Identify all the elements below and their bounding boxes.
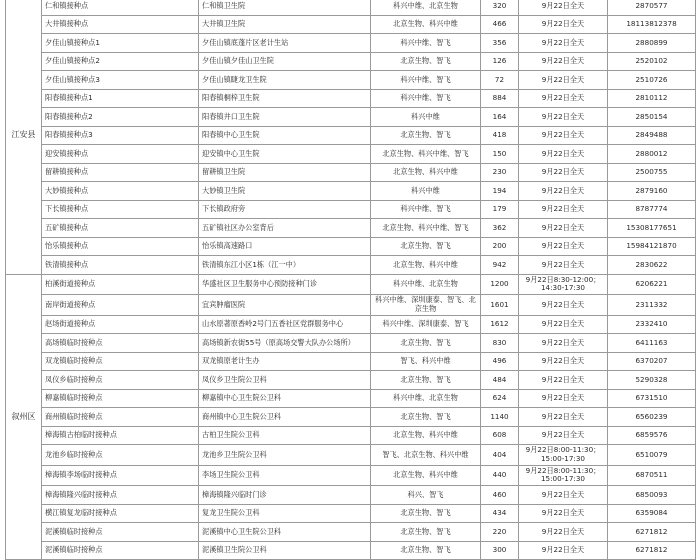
site-name-cell: 横江镇复龙临时接种点 [42,504,199,523]
doses-cell: 434 [481,504,519,523]
doses-cell: 1140 [481,408,519,427]
time-cell: 9月22日全天 [519,237,608,256]
doses-cell: 230 [481,163,519,182]
doses-cell: 440 [481,465,519,486]
address-cell: 夕佳山镇底蓬片区老计生站 [199,34,371,53]
table-row [6,145,696,164]
site-name-cell: 双龙镇临时接种点 [42,352,199,371]
doses-cell: 624 [481,389,519,408]
site-name-cell: 商州镇临时接种点 [42,408,199,427]
site-name-cell: 夕佳山镇接种点2 [42,52,199,71]
site-name-cell: 五矿镇接种点 [42,219,199,238]
time-cell: 9月22日全天 [519,486,608,505]
table-row [6,0,696,15]
time-cell: 9月22日8:30-12:00；14:30-17:30 [519,274,608,295]
vaccine-type-cell: 北京生物、智飞 [371,504,481,523]
table-row [6,15,696,34]
table-row [6,52,696,71]
phone-cell: 2880899 [608,34,696,53]
address-cell: 柳嘉镇中心卫生院公卫科 [199,389,371,408]
phone-cell: 2879160 [608,182,696,201]
vaccine-type-cell: 科兴中维、智飞 [371,200,481,219]
vaccine-type-cell: 北京生物、智飞 [371,334,481,353]
site-name-cell: 留耕镇接种点 [42,163,199,182]
phone-cell: 6850093 [608,486,696,505]
table-row [6,89,696,108]
table-row [6,200,696,219]
time-cell: 9月22日全天 [519,219,608,238]
table-row [6,408,696,427]
phone-cell: 2500755 [608,163,696,182]
address-cell: 迎安镇中心卫生院 [199,145,371,164]
phone-cell: 2510726 [608,71,696,90]
site-name-cell: 赵场街道接种点 [42,315,199,334]
doses-cell: 320 [481,0,519,15]
table-row [6,389,696,408]
vaccine-type-cell: 北京生物、科兴中维 [371,426,481,445]
doses-cell: 220 [481,523,519,542]
site-name-cell: 大妙镇接种点 [42,182,199,201]
phone-cell: 5290328 [608,371,696,390]
time-cell: 9月22日全天 [519,504,608,523]
vaccine-type-cell: 北京生物、科兴中维、智飞 [371,219,481,238]
time-cell: 9月22日全天 [519,352,608,371]
time-cell: 9月22日全天 [519,408,608,427]
site-name-cell: 龙池乡临时接种点 [42,445,199,466]
phone-cell: 2880012 [608,145,696,164]
time-cell: 9月22日全天 [519,426,608,445]
vaccine-type-cell: 科兴中维、深圳康泰、智飞、北京生物 [371,295,481,316]
phone-cell: 6510079 [608,445,696,466]
address-cell: 樟海镇隆兴临时门诊 [199,486,371,505]
doses-cell: 300 [481,541,519,560]
doses-cell: 466 [481,15,519,34]
site-name-cell: 凤仪乡临时接种点 [42,371,199,390]
doses-cell: 356 [481,34,519,53]
vaccine-type-cell: 科兴中维 [371,182,481,201]
site-name-cell: 南岸街道接种点 [42,295,199,316]
time-cell: 9月22日8:00-11:30；15:00-17:30 [519,445,608,466]
phone-cell: 6271812 [608,541,696,560]
address-cell: 阳春镇中心卫生院 [199,126,371,145]
address-cell: 凤仪乡卫生院公卫科 [199,371,371,390]
table-row [6,256,696,275]
doses-cell: 484 [481,371,519,390]
time-cell: 9月22日全天 [519,182,608,201]
time-cell: 9月22日全天 [519,145,608,164]
address-cell: 泥溪镇卫生院公卫科 [199,541,371,560]
time-cell: 9月22日全天 [519,295,608,316]
table-row [6,445,696,466]
site-name-cell: 下长镇接种点 [42,200,199,219]
address-cell: 怡乐镇高速路口 [199,237,371,256]
address-cell: 阳春镇井口卫生院 [199,108,371,127]
table-row [6,126,696,145]
time-cell: 9月22日全天 [519,541,608,560]
time-cell: 9月22日全天 [519,200,608,219]
table-row [6,486,696,505]
phone-cell: 2311332 [608,295,696,316]
vaccine-type-cell: 北京生物、智飞 [371,541,481,560]
time-cell: 9月22日全天 [519,126,608,145]
time-cell: 9月22日全天 [519,0,608,15]
vaccine-type-cell: 科兴中维、智飞 [371,34,481,53]
site-name-cell: 柳嘉镇临时接种点 [42,389,199,408]
phone-cell: 2870577 [608,0,696,15]
site-name-cell: 迎安镇接种点 [42,145,199,164]
address-cell: 五矿镇社区办公室背后 [199,219,371,238]
doses-cell: 126 [481,52,519,71]
address-cell: 山水原著原香岭2号门五香社区党群服务中心 [199,315,371,334]
doses-cell: 884 [481,89,519,108]
doses-cell: 1612 [481,315,519,334]
table-row [6,295,696,316]
phone-cell: 2520102 [608,52,696,71]
phone-cell: 6359084 [608,504,696,523]
vaccine-type-cell: 北京生物、智飞 [371,126,481,145]
district-cell: 叙州区 [6,274,42,560]
address-cell: 大妙镇卫生院 [199,182,371,201]
table-row [6,541,696,560]
vaccine-type-cell: 北京生物、科兴中维 [371,163,481,182]
site-name-cell: 仁和镇接种点 [42,0,199,15]
time-cell: 9月22日全天 [519,315,608,334]
phone-cell: 2850154 [608,108,696,127]
site-name-cell: 阳春镇接种点1 [42,89,199,108]
time-cell: 9月22日全天 [519,89,608,108]
site-name-cell: 铁清镇接种点 [42,256,199,275]
doses-cell: 194 [481,182,519,201]
site-name-cell: 高场镇临时接种点 [42,334,199,353]
vaccine-type-cell: 科兴中维、北京生物 [371,389,481,408]
phone-cell: 6411163 [608,334,696,353]
doses-cell: 404 [481,445,519,466]
phone-cell: 6560239 [608,408,696,427]
site-name-cell: 夕佳山镇接种点3 [42,71,199,90]
address-cell: 华盛社区卫生服务中心预防接种门诊 [199,274,371,295]
district-cell: 江安县 [6,0,42,274]
site-name-cell: 泥溪镇临时接种点 [42,523,199,542]
time-cell: 9月22日全天 [519,389,608,408]
address-cell: 阳春镇桐梓卫生院 [199,89,371,108]
site-name-cell: 怡乐镇接种点 [42,237,199,256]
doses-cell: 72 [481,71,519,90]
table-row [6,108,696,127]
time-cell: 9月22日全天 [519,371,608,390]
address-cell: 宜宾肿瘤医院 [199,295,371,316]
table-row [6,163,696,182]
table-row [6,274,696,295]
doses-cell: 418 [481,126,519,145]
table-row [6,71,696,90]
time-cell: 9月22日全天 [519,34,608,53]
table-row [6,371,696,390]
vaccine-type-cell: 北京生物、科兴中维 [371,15,481,34]
vaccine-type-cell: 科兴中维、智飞 [371,71,481,90]
address-cell: 商州镇中心卫生院公卫科 [199,408,371,427]
doses-cell: 150 [481,145,519,164]
site-name-cell: 阳春镇接种点2 [42,108,199,127]
vaccine-type-cell: 北京生物、智飞 [371,371,481,390]
site-name-cell: 泥溪镇临时接种点 [42,541,199,560]
site-name-cell: 大井镇接种点 [42,15,199,34]
table-row [6,237,696,256]
address-cell: 古柏卫生院公卫科 [199,426,371,445]
phone-cell: 15984121870 [608,237,696,256]
vaccine-type-cell: 北京生物、科兴中维 [371,465,481,486]
table-row [6,523,696,542]
phone-cell: 2849488 [608,126,696,145]
time-cell: 9月22日全天 [519,523,608,542]
table-row [6,182,696,201]
table-row [6,334,696,353]
phone-cell: 2830622 [608,256,696,275]
time-cell: 9月22日全天 [519,71,608,90]
vaccine-type-cell: 科兴、智飞 [371,486,481,505]
table-row [6,34,696,53]
address-cell: 高场镇新农街55号（原高场交警大队办公场所） [199,334,371,353]
vaccine-type-cell: 科兴中维、北京生物 [371,274,481,295]
phone-cell: 6731510 [608,389,696,408]
doses-cell: 179 [481,200,519,219]
vaccine-type-cell: 科兴中维、智飞 [371,89,481,108]
phone-cell: 15308177651 [608,219,696,238]
doses-cell: 362 [481,219,519,238]
table-row [6,352,696,371]
time-cell: 9月22日全天 [519,334,608,353]
address-cell: 李场卫生院公卫科 [199,465,371,486]
table-row [6,504,696,523]
phone-cell: 18113812378 [608,15,696,34]
phone-cell: 6870511 [608,465,696,486]
vaccine-type-cell: 北京生物、科兴中维 [371,256,481,275]
time-cell: 9月22日8:00-11:30；15:00-17:30 [519,465,608,486]
site-name-cell: 阳春镇接种点3 [42,126,199,145]
vaccine-type-cell: 北京生物、科兴中维、智飞 [371,145,481,164]
doses-cell: 942 [481,256,519,275]
address-cell: 双龙镇原老计生办 [199,352,371,371]
phone-cell: 6370207 [608,352,696,371]
site-name-cell: 樟海镇隆兴临时接种点 [42,486,199,505]
vaccine-type-cell: 北京生物、智飞 [371,523,481,542]
table-row [6,315,696,334]
vaccine-type-cell: 北京生物、智飞 [371,408,481,427]
doses-cell: 496 [481,352,519,371]
table-row [6,465,696,486]
table-row [6,426,696,445]
time-cell: 9月22日全天 [519,256,608,275]
vaccine-type-cell: 北京生物、智飞 [371,237,481,256]
address-cell: 大井镇卫生院 [199,15,371,34]
site-name-cell: 柏溪街道接种点 [42,274,199,295]
address-cell: 夕佳山镇夕佳山卫生院 [199,52,371,71]
address-cell: 铁清镇东江小区1栋（江一中） [199,256,371,275]
vaccine-type-cell: 科兴中维 [371,108,481,127]
address-cell: 下长镇政府旁 [199,200,371,219]
address-cell: 龙池乡卫生院公卫科 [199,445,371,466]
phone-cell: 6206221 [608,274,696,295]
time-cell: 9月22日全天 [519,52,608,71]
doses-cell: 164 [481,108,519,127]
vaccine-type-cell: 智飞、科兴中维 [371,352,481,371]
phone-cell: 6271812 [608,523,696,542]
address-cell: 仁和镇卫生院 [199,0,371,15]
site-name-cell: 樟海镇古柏临时接种点 [42,426,199,445]
phone-cell: 2332410 [608,315,696,334]
phone-cell: 6859576 [608,426,696,445]
doses-cell: 1200 [481,274,519,295]
site-name-cell: 夕佳山镇接种点1 [42,34,199,53]
table-row [6,219,696,238]
doses-cell: 608 [481,426,519,445]
address-cell: 复龙卫生院公卫科 [199,504,371,523]
time-cell: 9月22日全天 [519,15,608,34]
vaccine-type-cell: 北京生物、智飞 [371,52,481,71]
time-cell: 9月22日全天 [519,108,608,127]
vaccine-type-cell: 科兴中维、北京生物 [371,0,481,15]
phone-cell: 2810112 [608,89,696,108]
address-cell: 泥溪镇中心卫生院公卫科 [199,523,371,542]
doses-cell: 1601 [481,295,519,316]
vaccination-sites-table [5,0,696,560]
vaccine-type-cell: 智飞、北京生物、科兴中维 [371,445,481,466]
address-cell: 留耕镇卫生院 [199,163,371,182]
doses-cell: 460 [481,486,519,505]
time-cell: 9月22日全天 [519,163,608,182]
address-cell: 夕佳山镇睫龙卫生院 [199,71,371,90]
phone-cell: 8787774 [608,200,696,219]
doses-cell: 200 [481,237,519,256]
vaccine-type-cell: 科兴中维、深圳康泰、智飞 [371,315,481,334]
site-name-cell: 樟海镇李场临时接种点 [42,465,199,486]
doses-cell: 830 [481,334,519,353]
